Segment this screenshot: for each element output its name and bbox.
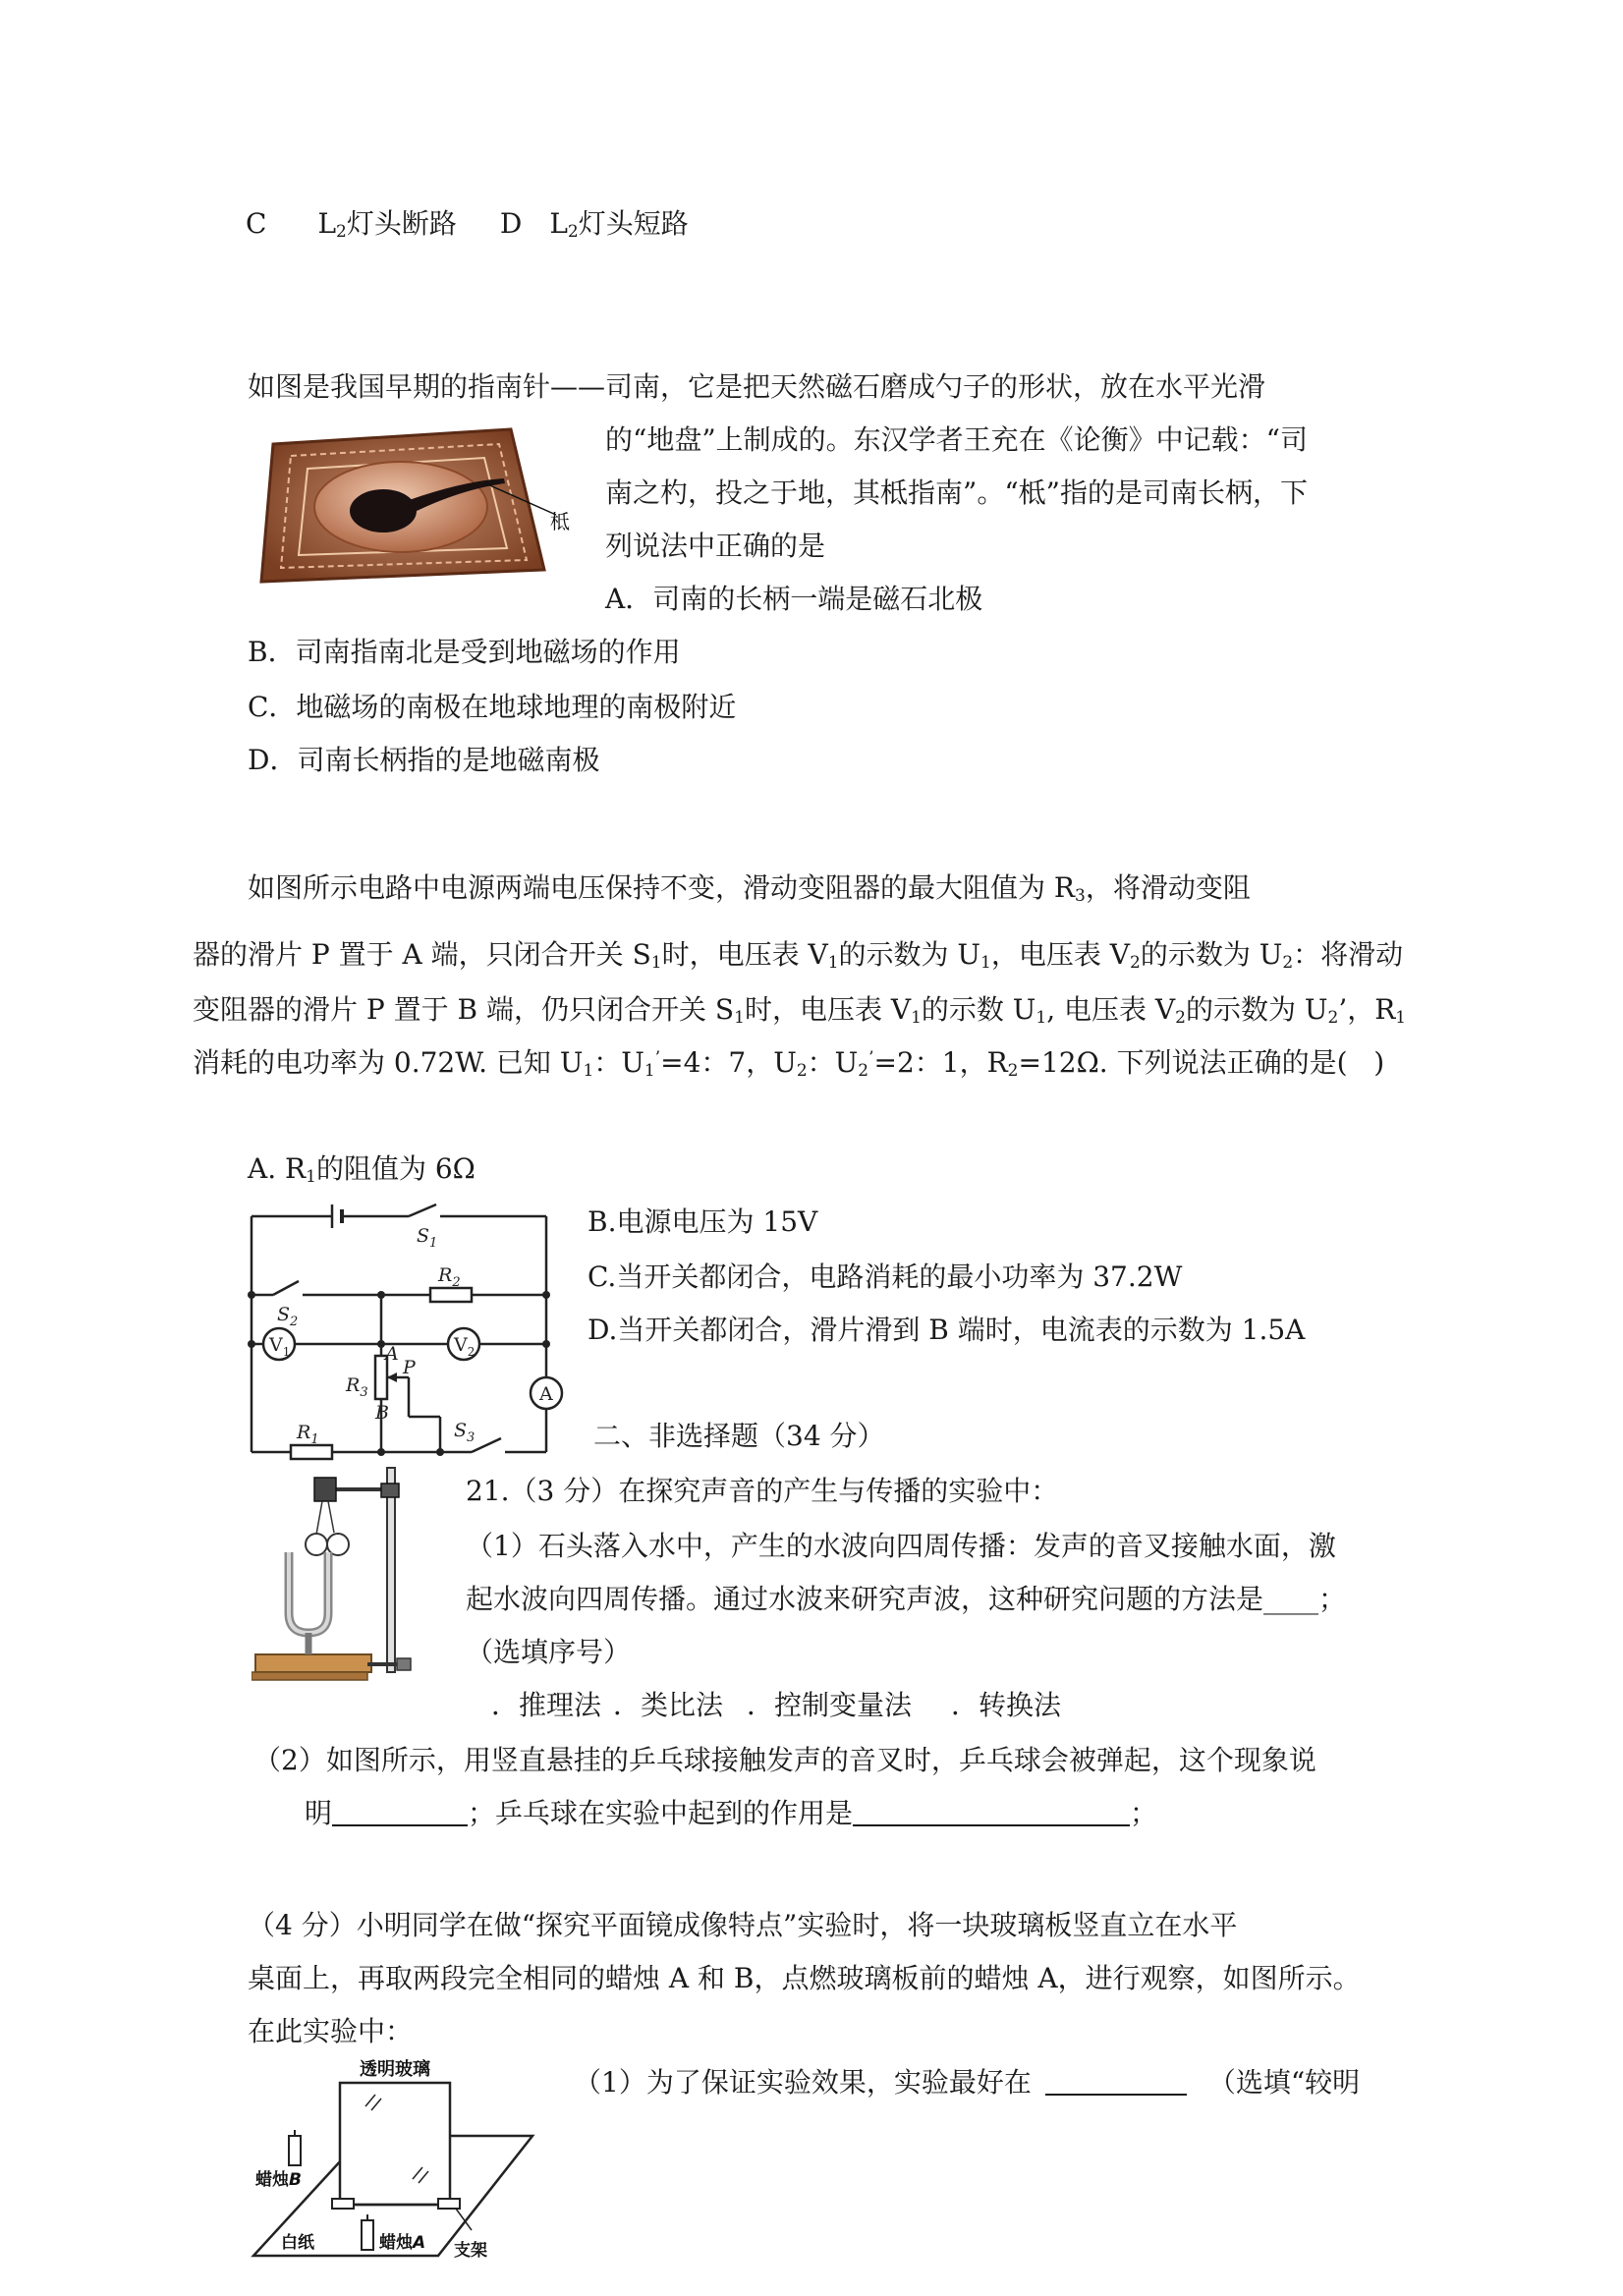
section-heading: 二、非选择题（34 分）: [593, 1420, 885, 1452]
circuit-label-r1-sub: 1: [310, 1432, 319, 1447]
q21-choice-4: ．转换法: [951, 1689, 1062, 1721]
q22-line1: （4 分）小明同学在做“探究平面镜成像特点”实验时，将一块玻璃板竖直立在水平: [248, 1909, 1238, 1941]
circuit-diagram: [244, 1199, 578, 1464]
q21-choices: [491, 1688, 1061, 1723]
q21-p2-line2-b: ；乒乓球在实验中起到的作用是: [468, 1797, 854, 1829]
svg-text:V1: [268, 1334, 290, 1359]
circuit-label-r2-sub: 2: [452, 1275, 461, 1290]
q21-p2-line2: [305, 1796, 1157, 1831]
sinan-compass-figure: [253, 424, 578, 591]
option-d-sub: 2: [567, 222, 579, 242]
q22-line2: 桌面上，再取两段完全相同的蜡烛 A 和 B，点燃玻璃板前的蜡烛 A，进行观察，如图所示。: [248, 1962, 1361, 1994]
sinan-option-b: B．司南指南北是受到地磁场的作用: [248, 636, 681, 668]
circuit-label-b-end: B: [375, 1402, 389, 1424]
circuit-label-r3: R: [346, 1374, 361, 1396]
circuit-label-ammeter: A: [539, 1383, 553, 1405]
circuit-label-v1-sub: 1: [282, 1345, 291, 1359]
circuit-option-a-tail: 的阻值为 6Ω: [315, 1152, 476, 1185]
circuit-label-v1: V: [269, 1334, 283, 1356]
sinan-option-d: D．司南长柄指的是地磁南极: [248, 744, 600, 776]
mirror-candle-a-label: 蜡烛: [379, 2233, 413, 2253]
mirror-paper-label: 白纸: [281, 2233, 314, 2253]
circuit-label-r3-sub: 3: [360, 1385, 368, 1400]
svg-text:S1: [417, 1225, 437, 1251]
option-c-sub: 2: [336, 222, 347, 242]
svg-text:S3: [454, 1420, 475, 1445]
q22-p1-b: （选填“较明: [1207, 2066, 1361, 2099]
sinan-stem-line3: 南之杓，投之于地，其柢指南”。“柢”指的是司南长柄，下: [605, 476, 1308, 509]
q21-p1-line1: （1）石头落入水中，产生的水波向四周传播：发声的音叉接触水面，激: [466, 1530, 1336, 1562]
q21-title: 21.（3 分）在探究声音的产生与传播的实验中：: [466, 1475, 1059, 1507]
circuit-option-c: C.当开关都闭合，电路消耗的最小功率为 37.2W: [588, 1260, 1183, 1293]
circuit-label-a-end: A: [385, 1343, 399, 1365]
option-c-letter: C: [246, 207, 267, 240]
svg-text:R2: [437, 1264, 461, 1290]
sinan-stem-line4: 列说法中正确的是: [605, 530, 826, 562]
svg-text:S2: [277, 1304, 298, 1329]
circuit-label-s2: S: [277, 1304, 291, 1325]
circuit-stem-line1-text: 如图所示电路中电源两端电压保持不变，滑动变阻器的最大阻值为 R: [248, 871, 1075, 904]
tuning-fork-figure: [252, 1464, 428, 1686]
option-d-text: 灯头短路: [578, 207, 689, 240]
circuit-stem-line2: 器的滑片 P 置于 A 端，只闭合开关 $S_1$时，电压表 $V_1$的示数为 $U_1$，电压表 $V_2$的示数为 $U_2$：将滑动: [193, 938, 1404, 973]
circuit-stem-line3: 变阻器的滑片 P 置于 B 端，仍只闭合开关 $S_1$时，电压表 $V_1$的示数 $U_1$, 电压表 $V_2$的示数为 $U_2$’，$R_1$: [193, 993, 1407, 1028]
circuit-option-d: D.当开关都闭合，滑片滑到 B 端时，电流表的示数为 1.5A: [588, 1314, 1306, 1346]
circuit-label-v2-sub: 2: [467, 1345, 476, 1359]
mirror-candle-a-letter: A: [413, 2233, 426, 2253]
q21-choice-3: ．控制变量法: [747, 1689, 913, 1721]
sinan-stem-line1: 如图是我国早期的指南针——司南，它是把天然磁石磨成勺子的形状，放在水平光滑: [248, 370, 1266, 403]
svg-text:蜡烛A: [378, 2232, 425, 2253]
svg-text:V2: [453, 1334, 475, 1359]
circuit-stem-line1-tail: ，将滑动变阻: [1085, 871, 1251, 904]
q21-blank-2[interactable]: [853, 1799, 1130, 1826]
option-c-text: 灯头断路: [346, 207, 457, 240]
circuit-label-s1-sub: 1: [429, 1236, 438, 1251]
q21-blank-1[interactable]: [332, 1799, 468, 1826]
q21-p2-line2-c: ；: [1130, 1797, 1158, 1829]
circuit-label-s2-sub: 2: [290, 1315, 299, 1329]
circuit-label-s1: S: [417, 1225, 430, 1247]
q22-blank-1[interactable]: [1045, 2068, 1187, 2096]
circuit-option-b: B.电源电压为 15V: [588, 1205, 818, 1238]
sinan-option-c: C．地磁场的南极在地球地理的南极附近: [248, 691, 737, 723]
q21-p2-line2-a: 明: [305, 1797, 333, 1829]
q22-p1: [574, 2065, 1360, 2100]
svg-text:R1: [296, 1422, 319, 1447]
q21-choice-1: ．推理法: [491, 1689, 602, 1721]
svg-text:R3: [345, 1374, 368, 1400]
circuit-label-s3: S: [454, 1420, 468, 1441]
circuit-stem-line4: 消耗的电功率为 0.72W. 已知 $U_1$：$U_1^’=4$：7，$U_2$：$U_2^’=2$：1，$R_2=12\Omega$. 下列说法正确的是( ): [193, 1046, 1385, 1081]
circuit-label-v2: V: [454, 1334, 468, 1356]
circuit-label-r2: R: [438, 1264, 453, 1286]
option-d-letter: D: [499, 207, 523, 240]
q21-p1-line2: 起水波向四周传播。通过水波来研究声波，这种研究问题的方法是____；: [466, 1583, 1347, 1615]
sinan-option-a: A．司南的长柄一端是磁石北极: [605, 583, 983, 615]
mirror-candle-b-label: 蜡烛: [255, 2170, 289, 2190]
mirror-glass-label: 透明玻璃: [360, 2059, 430, 2080]
circuit-option-a-sub: 1: [306, 1167, 316, 1187]
circuit-label-p: P: [403, 1357, 416, 1378]
mirror-stand-label: 支架: [454, 2241, 487, 2261]
svg-text:蜡烛B: [254, 2169, 302, 2190]
circuit-label-r1: R: [297, 1422, 311, 1443]
circuit-stem-line1: [248, 870, 1251, 906]
q22-line3: 在此实验中：: [248, 2015, 414, 2047]
q21-choice-2: ．类比法: [613, 1689, 724, 1721]
q19-options-cd: C $L_2$灯头断路 D $L_2$灯头短路: [246, 207, 689, 242]
q21-p1-line3: （选填序号）: [466, 1636, 632, 1668]
q21-p2-line1: （2）如图所示，用竖直悬挂的乒乓球接触发声的音叉时，乒乓球会被弹起，这个现象说: [253, 1744, 1316, 1776]
circuit-label-s3-sub: 3: [467, 1430, 476, 1445]
plane-mirror-figure: [246, 2055, 550, 2262]
q22-p1-a: （1）为了保证实验效果，实验最好在: [574, 2066, 1032, 2099]
circuit-option-a: [248, 1151, 476, 1187]
sinan-handle-label: 柢: [550, 510, 570, 533]
mirror-candle-b-letter: B: [289, 2170, 302, 2190]
circuit-option-a-prefix: A. R: [248, 1152, 307, 1185]
circuit-stem-line1-sub: 3: [1075, 886, 1086, 906]
sinan-stem-line2: 的“地盘”上制成的。东汉学者王充在《论衡》中记载：“司: [605, 423, 1308, 456]
